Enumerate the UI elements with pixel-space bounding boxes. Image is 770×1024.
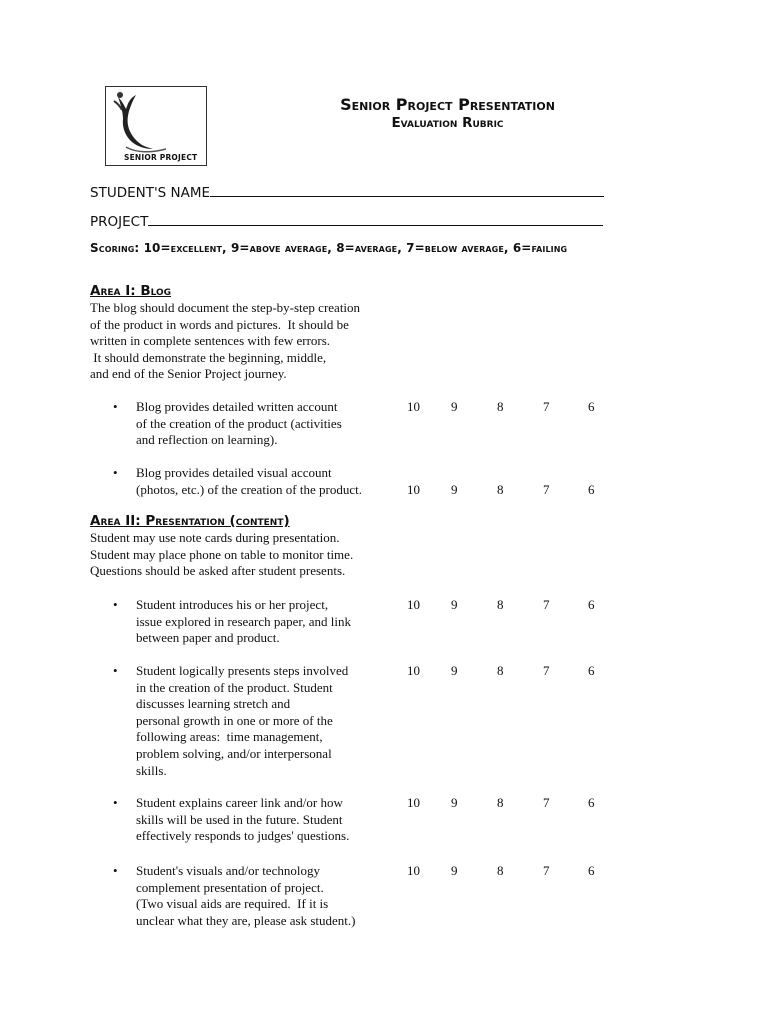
score-10[interactable]: 10 (407, 863, 420, 878)
area-1-heading: Area I: Blog (90, 283, 172, 299)
score-10[interactable]: 10 (407, 663, 420, 678)
score-7[interactable]: 7 (543, 663, 550, 678)
score-6[interactable]: 6 (588, 863, 595, 878)
score-8[interactable]: 8 (497, 597, 504, 612)
score-9[interactable]: 9 (451, 399, 458, 414)
bullet-icon: • (113, 663, 118, 678)
score-8[interactable]: 8 (497, 795, 504, 810)
score-8[interactable]: 8 (497, 863, 504, 878)
score-10[interactable]: 10 (407, 399, 420, 414)
student-name-field[interactable] (90, 184, 604, 201)
page-subtitle: Evaluation Rubric (391, 115, 504, 131)
score-8[interactable]: 8 (497, 399, 504, 414)
score-6[interactable]: 6 (588, 795, 595, 810)
student-name-line[interactable] (210, 184, 604, 197)
area-2-description: Student may use note cards during presentation. Student may place phone on table to monitor time. Questions should be asked after student presents. (90, 530, 354, 579)
page-title: Senior Project Presentation (340, 95, 555, 114)
area-2-item-3: Student explains career link and/or how skills will be used in the future. Student effectively responds to judges' questions. (136, 795, 350, 844)
score-9[interactable]: 9 (451, 482, 458, 497)
score-7[interactable]: 7 (543, 482, 550, 497)
score-8[interactable]: 8 (497, 663, 504, 678)
score-9[interactable]: 9 (451, 663, 458, 678)
scoring-legend: Scoring: 10=excellent, 9=above average, 8=average, 7=below average, 6=failing (90, 241, 568, 255)
score-10[interactable]: 10 (407, 795, 420, 810)
project-line[interactable] (148, 213, 603, 226)
score-7[interactable]: 7 (543, 597, 550, 612)
score-7[interactable]: 7 (543, 795, 550, 810)
score-6[interactable]: 6 (588, 399, 595, 414)
score-10[interactable]: 10 (407, 482, 420, 497)
area-2-item-1: Student introduces his or her project, issue explored in research paper, and link between paper and product. (136, 597, 351, 646)
area-1-description: The blog should document the step-by-step creation of the product in words and pictures. It should be written in complete sentences with few errors. It should demonstrate the beginning, middle, and end of the Senior Project journey. (90, 300, 361, 382)
score-7[interactable]: 7 (543, 399, 550, 414)
bullet-icon: • (113, 399, 118, 414)
score-6[interactable]: 6 (588, 597, 595, 612)
bullet-icon: • (113, 465, 118, 480)
bullet-icon: • (113, 863, 118, 878)
score-6[interactable]: 6 (588, 482, 595, 497)
score-8[interactable]: 8 (497, 482, 504, 497)
project-field[interactable] (90, 213, 603, 230)
score-9[interactable]: 9 (451, 863, 458, 878)
area-2-item-2: Student logically presents steps involved in the creation of the product. Student discusses learning stretch and personal growth in one or more of the following areas: time management, problem solving, and/or interpersonal skills. (136, 663, 349, 778)
score-9[interactable]: 9 (451, 597, 458, 612)
senior-project-logo (105, 86, 207, 166)
area-2-heading: Area II: Presentation (content) (90, 513, 290, 529)
bullet-icon: • (113, 597, 118, 612)
student-name-label: STUDENT'S NAME (90, 185, 211, 201)
score-7[interactable]: 7 (543, 863, 550, 878)
area-1-item-1: Blog provides detailed written account of the creation of the product (activities and reflection on learning). (136, 399, 342, 448)
score-10[interactable]: 10 (407, 597, 420, 612)
area-2-item-4: Student's visuals and/or technology complement presentation of project. (Two visual aids are required. If it is unclear what they are, please ask student.) (136, 863, 356, 928)
project-label: PROJECT (90, 214, 149, 230)
logo-text: SENIOR PROJECT (124, 153, 198, 162)
score-9[interactable]: 9 (451, 795, 458, 810)
area-1-item-2: Blog provides detailed visual account (photos, etc.) of the creation of the product. (136, 465, 362, 497)
score-6[interactable]: 6 (588, 663, 595, 678)
bullet-icon: • (113, 795, 118, 810)
